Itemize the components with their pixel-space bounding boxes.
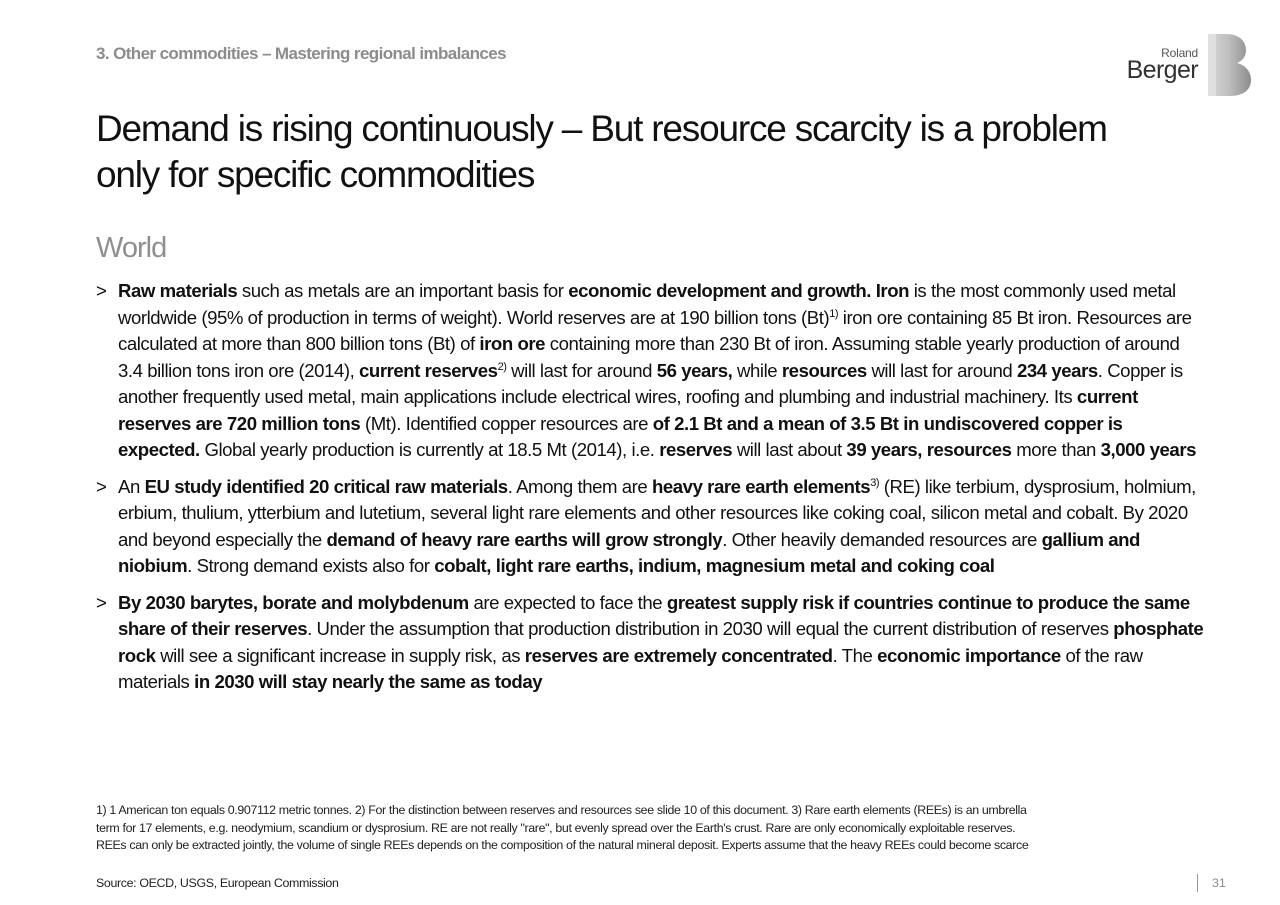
bullet-text: are expected to face the bbox=[468, 591, 667, 613]
region-subtitle: World bbox=[96, 232, 167, 264]
bullet-text: EU study identified 20 critical raw materials bbox=[144, 475, 508, 497]
bullet-text: . Strong demand exists also for bbox=[187, 555, 435, 576]
bullet-text: reserves are extremely concentrated bbox=[524, 644, 833, 666]
bullet-text: 234 years bbox=[1017, 359, 1098, 381]
bullet-text: heavy rare earth elements bbox=[651, 475, 871, 497]
footnote-line-2: term for 17 elements, e.g. neodymium, scandium or dysprosium. RE are not really "rare", but evenly spread over the Earth's crust. Rare are only economically exploitable reserves. bbox=[96, 820, 1016, 835]
bullet-marker: > bbox=[96, 475, 107, 497]
bullet-text: (Mt). Identified copper resources are bbox=[360, 412, 653, 434]
bullet-text: 39 years, resources bbox=[846, 439, 1012, 460]
bullet-text: iron ore containing 85 Bt iron. Resources are calculated at more than 800 billion tons (Bt) of bbox=[118, 306, 1192, 354]
bullet-text: . Other heavily demanded resources are bbox=[722, 528, 1042, 550]
bullet-text: more than bbox=[1011, 439, 1101, 460]
bullet-text: current reserves are 720 million tons bbox=[118, 386, 1138, 434]
page-title bbox=[96, 106, 1206, 198]
bullet-text: Raw materials bbox=[118, 280, 238, 301]
bullet-text: current reserves bbox=[359, 359, 498, 381]
roland-berger-logo bbox=[1120, 34, 1252, 98]
bullet-marker: > bbox=[96, 280, 107, 301]
footnote bbox=[96, 802, 1206, 855]
bullet-text: Global yearly production is currently at 18.5 Mt (2014), i.e. bbox=[199, 439, 660, 460]
title-line-2: only for specific commodities bbox=[96, 154, 535, 195]
bullet-text: . Under the assumption that production distribution in 2030 will equal the current distribution of reserves bbox=[307, 618, 1114, 639]
footnote-line-3: REEs can only be extracted jointly, the volume of single REEs depends on the composition of the natural mineral deposit. Experts assume that the heavy REEs could become scarce bbox=[96, 838, 1029, 852]
bullet-text: economic development and growth. Iron bbox=[568, 280, 910, 301]
bullet-text: . The bbox=[832, 644, 878, 666]
bullet-text: is the most commonly used metal worldwide (95% of production in terms of weight). World reserves are at 190 billion tons (Bt) bbox=[118, 280, 1176, 328]
logo-b-icon bbox=[1206, 34, 1252, 96]
bullet-text: will see a significant increase in supply risk, as bbox=[155, 644, 525, 666]
title-line-1: Demand is rising continuously – But resource scarcity is a problem bbox=[96, 108, 1107, 149]
bullet-text: gallium and niobium bbox=[118, 528, 1140, 576]
bullet-text: economic importance bbox=[877, 644, 1061, 666]
bullet-item bbox=[96, 590, 1206, 696]
bullet-item bbox=[96, 474, 1206, 580]
bullet-list bbox=[96, 278, 1206, 706]
source-note: Source: OECD, USGS, European Commission bbox=[96, 876, 339, 890]
footnote-ref: 3) bbox=[870, 476, 880, 489]
footnote-line-1: 1) 1 American ton equals 0.907112 metric tonnes. 2) For the distinction between reserves and resources see slide 10 of this document. 3) Rare earth elements (REEs) is an umbrella bbox=[96, 803, 1027, 817]
bullet-text: reserves bbox=[659, 439, 733, 460]
footnote-ref: 2) bbox=[497, 360, 507, 373]
logo-berger-text: Berger bbox=[1126, 56, 1198, 84]
bullet-text: while bbox=[732, 359, 782, 381]
section-label: 3. Other commodities – Mastering regional imbalances bbox=[96, 44, 506, 63]
bullet-text: By 2030 barytes, borate and molybdenum bbox=[118, 591, 469, 613]
bullet-text: greatest supply risk if countries continue to produce the same share of their reserves bbox=[118, 591, 1190, 639]
bullet-text: of 2.1 Bt and a mean of 3.5 Bt in undiscovered copper is expected. bbox=[118, 412, 1123, 460]
page-number: 31 bbox=[1212, 876, 1226, 890]
bullet-text: demand of heavy rare earths will grow strongly bbox=[326, 528, 723, 550]
footnote-ref: 1) bbox=[829, 307, 839, 320]
bullet-text: iron ore bbox=[479, 333, 546, 354]
bullet-text: will last about bbox=[732, 439, 847, 460]
bullet-item bbox=[96, 278, 1206, 464]
logo-roland-text: Roland bbox=[1161, 46, 1198, 60]
bullet-text: phosphate rock bbox=[118, 618, 1204, 666]
footer-divider bbox=[1197, 874, 1198, 892]
bullet-text: of the raw materials bbox=[118, 644, 1143, 692]
bullet-text: 3,000 years bbox=[1100, 439, 1197, 460]
bullet-text: . Copper is another frequently used metal, main applications include electrical wires, roofing and plumbing and industrial machinery. Its bbox=[118, 359, 1183, 407]
bullet-marker: > bbox=[96, 591, 107, 613]
bullet-text: An bbox=[118, 475, 145, 497]
bullet-text: such as metals are an important basis for bbox=[237, 280, 569, 301]
bullet-text: (RE) like terbium, dysprosium, holmium, erbium, thulium, ytterbium and lutetium, several light rare elements and other resources like coking coal, silicon metal and cobalt. By 2020 and beyond especially the bbox=[118, 475, 1196, 550]
bullet-text: containing more than 230 Bt of iron. Assuming stable yearly production of around 3.4 billion tons iron ore (2014), bbox=[118, 333, 1180, 381]
bullet-text: will last for around bbox=[866, 359, 1018, 381]
bullet-text: . Among them are bbox=[507, 475, 652, 497]
bullet-text: cobalt, light rare earths, indium, magnesium metal and coking coal bbox=[434, 555, 995, 576]
bullet-text: will last for around bbox=[506, 359, 657, 381]
bullet-text: 56 years, bbox=[656, 359, 733, 381]
bullet-text: in 2030 will stay nearly the same as today bbox=[194, 671, 543, 692]
bullet-text: resources bbox=[781, 359, 867, 381]
